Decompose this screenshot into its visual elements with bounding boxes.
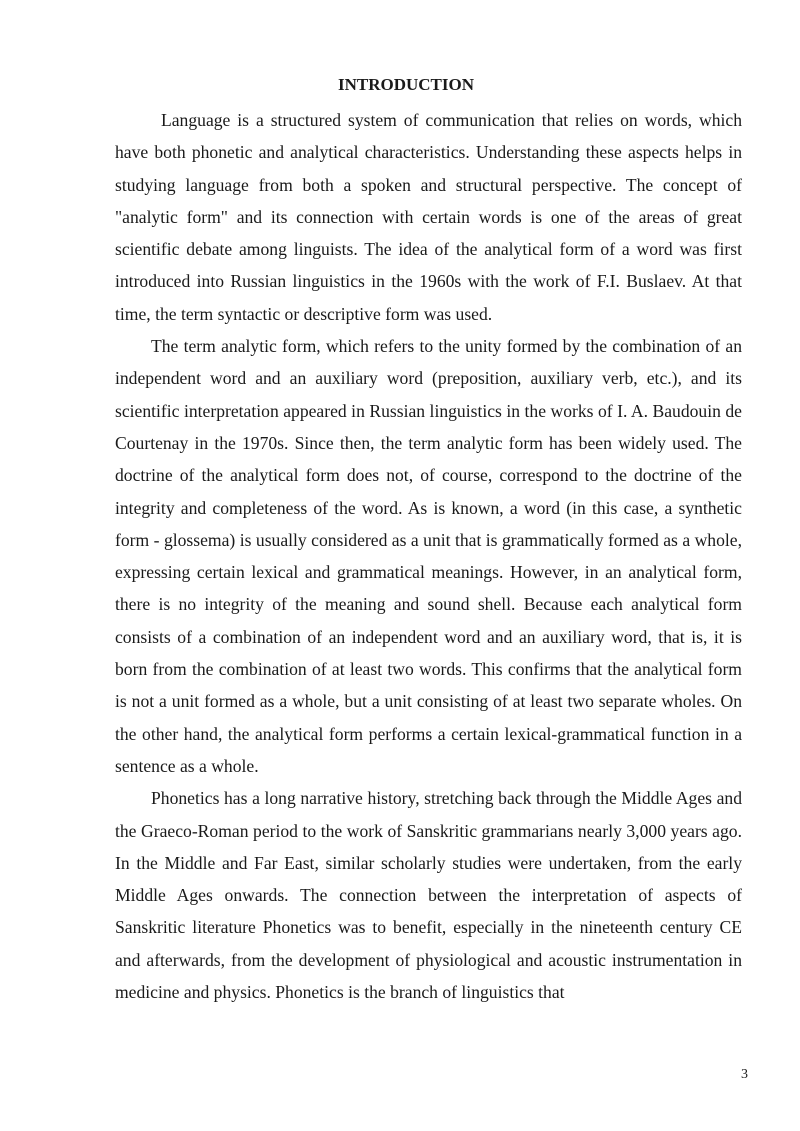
body-text (115, 104, 742, 1008)
paragraph-3: Phonetics has a long narrative history, stretching back through the Middle Ages and the Graeco-Roman period to the work of Sanskritic grammarians nearly 3,000 years ago. In the Middle and Far East, similar scholarly studies were undertaken, from the early Middle Ages onwards. The connection between the interpretation of aspects of Sanskritic literature Phonetics was to benefit, especially in the nineteenth century CE and afterwards, from the development of physiological and acoustic instrumentation in medicine and physics. Phonetics is the branch of linguistics that (115, 788, 742, 1003)
paragraph-1: Language is a structured system of communication that relies on words, which have both phonetic and analytical characteristics. Understanding these aspects helps in studying language from both a spoken and structural perspective. The concept of "analytic form" and its connection with certain words is one of the areas of great scientific debate among linguists. The idea of the analytical form of a word was first introduced into Russian linguistics in the 1960s with the work of F.I. Buslaev. At that time, the term syntactic or descriptive form was used. (115, 110, 742, 324)
paragraph-2: The term analytic form, which refers to the unity formed by the combination of an independent word and an auxiliary word (preposition, auxiliary verb, etc.), and its scientific interpretation appeared in Russian linguistics in the works of I. A. Baudouin de Courtenay in the 1970s. Since then, the term analytic form has been widely used. The doctrine of the analytical form does not, of course, correspond to the doctrine of the integrity and completeness of the word. As is known, a word (in this case, a synthetic form - glossema) is usually considered as a unit that is grammatically formed as a whole, expressing certain lexical and grammatical meanings. However, in an analytical form, there is no integrity of the meaning and sound shell. Because each analytical form consists of a combination of an independent word and an auxiliary word, that is, it is born from the combination of at least two words. This confirms that the analytical form is not a unit formed as a whole, but a unit consisting of at least two separate wholes. On the other hand, the analytical form performs a certain lexical-grammatical function in a sentence as a whole. (115, 336, 742, 776)
page-title: INTRODUCTION (337, 75, 475, 94)
page-number: 3 (741, 1067, 748, 1082)
